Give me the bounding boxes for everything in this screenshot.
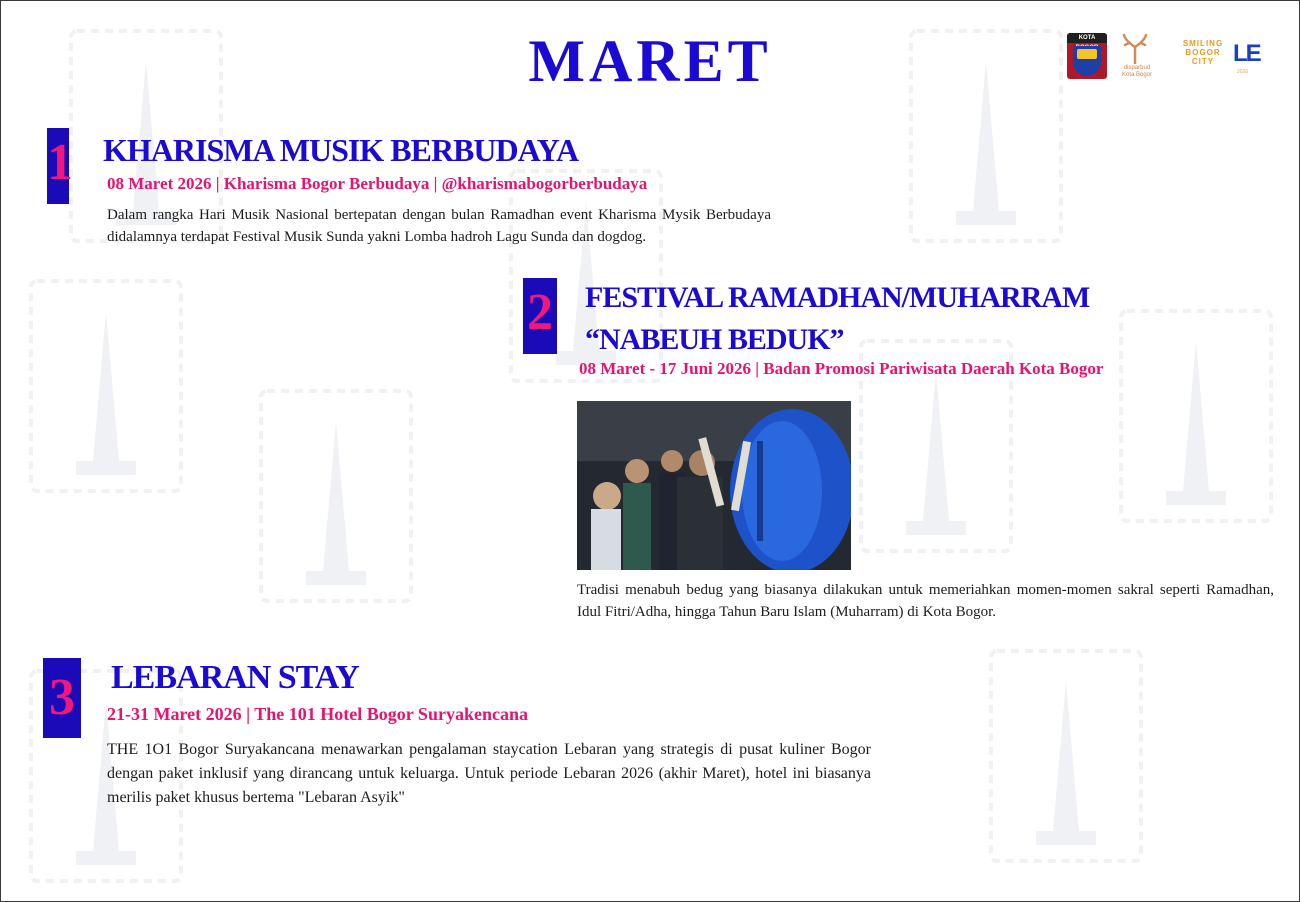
smiling-bogor-logo-label: SMILING BOGOR CITY — [1182, 39, 1224, 66]
event-description: THE 1O1 Bogor Suryakancana menawarkan pengalaman staycation Lebaran yang strategis di pusat kuliner Bogor dengan paket inklusif yang dirancang untuk keluarga. Untuk periode Lebaran 2026 (akhir Maret), hotel ini biasanya merilis paket khusus bertema "Lebaran Asyik" — [107, 741, 871, 806]
watermark-stamp-icon — [251, 381, 421, 611]
event-number-badge: 1 — [47, 128, 69, 204]
watermark-stamp-icon — [1111, 301, 1281, 531]
watermark-stamp-icon — [981, 641, 1151, 871]
event-title-line-2: “NABEUH BEDUK” — [585, 323, 844, 356]
antler-icon — [1115, 33, 1155, 65]
disparbud-logo-label: disparbud Kota Bogor — [1121, 65, 1153, 78]
event-number-badge: 2 — [523, 278, 557, 354]
event-date-organizer: 21-31 Maret 2026 | The 101 Hotel Bogor Suryakencana — [107, 704, 528, 724]
event-title: KHARISMA MUSIK BERBUDAYA — [103, 132, 579, 168]
event-title: LEBARAN STAY — [111, 659, 359, 696]
kota-bogor-logo-label: KOTA — [1067, 33, 1107, 43]
kota-bogor-logo — [1067, 33, 1107, 79]
event-date-organizer: 08 Maret 2026 | Kharisma Bogor Berbudaya | @kharismabogorberbudaya — [107, 174, 648, 193]
event-photo-bedug — [577, 401, 851, 570]
event-date-organizer: 08 Maret - 17 Juni 2026 | Badan Promosi Pariwisata Daerah Kota Bogor — [579, 359, 1104, 378]
event-description: Dalam rangka Hari Musik Nasional bertepatan dengan bulan Ramadhan event Kharisma Mysik Berbudaya didalamnya terdapat Festival Musik Sunda yakni Lomba hadroh Lagu Sunda dan dogdog. — [107, 207, 771, 245]
le-logo — [1233, 39, 1263, 77]
event-description: Tradisi menabuh bedug yang biasanya dilakukan untuk memeriahkan momen-momen sakral seperti Ramadhan, Idul Fitri/Adha, hingga Tahun Baru Islam (Muharram) di Kota Bogor. — [577, 582, 1274, 620]
event-title-line-1: FESTIVAL RAMADHAN/MUHARRAM — [585, 281, 1090, 314]
watermark-stamp-icon — [21, 271, 191, 501]
watermark-stamp-icon — [501, 161, 671, 391]
sponsor-logos — [1067, 33, 1267, 81]
smiling-bogor-logo — [1173, 39, 1231, 79]
le-logo-label: LE — [1233, 40, 1260, 67]
page-title: MARET — [528, 28, 772, 94]
le-logo-year: 2026 — [1237, 69, 1249, 75]
crest-icon — [1077, 49, 1097, 59]
event-number-badge: 3 — [43, 658, 81, 738]
disparbud-logo — [1115, 33, 1155, 81]
drum-photo-icon — [577, 401, 851, 570]
